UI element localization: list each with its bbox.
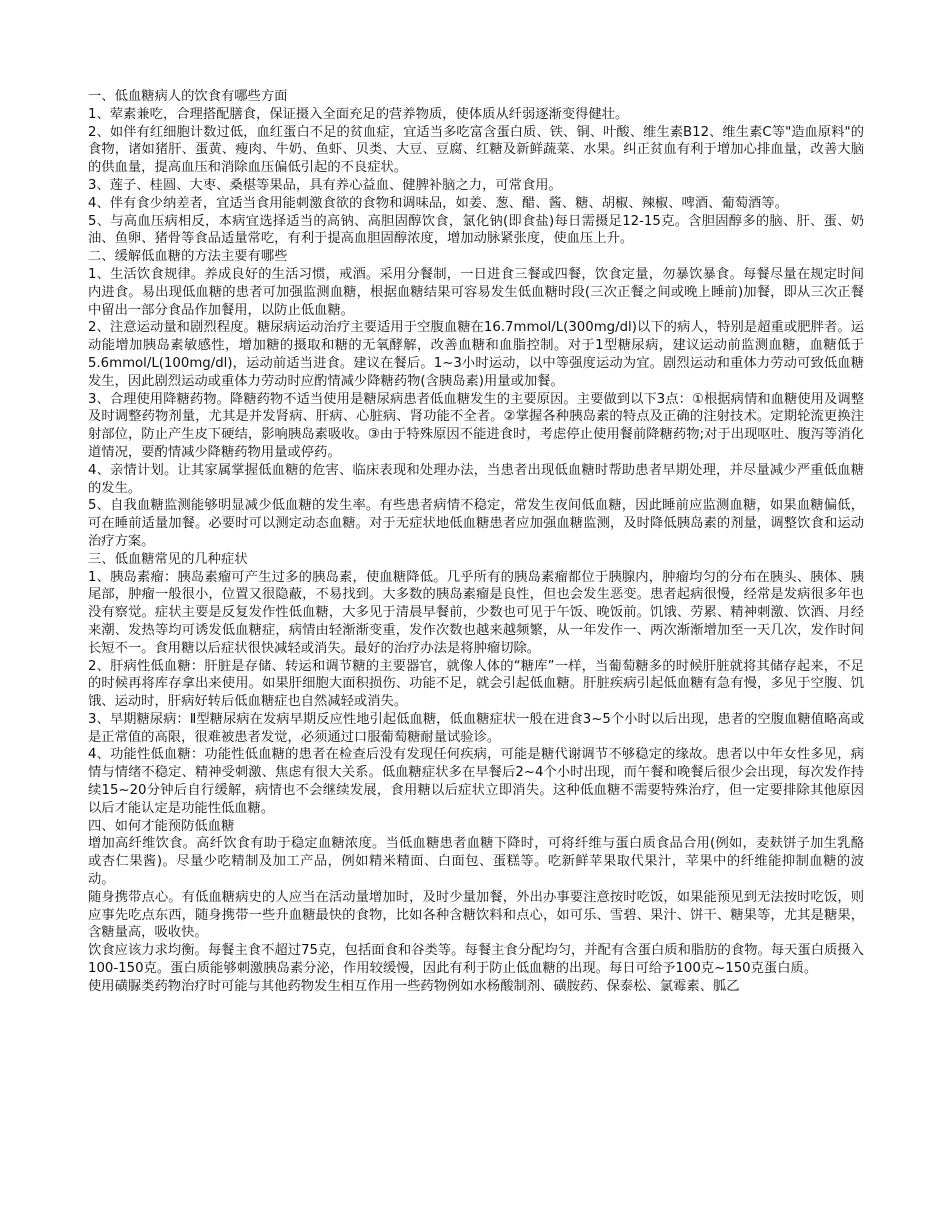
- paragraph: 随身携带点心。有低血糖病史的人应当在活动量增加时，及时少量加餐，外出办事要注意按时吃饭，如果能预见到无法按时吃饭，则应事先吃点东西，随身携带一些升血糖最快的食物，比如各种含糖饮料和点心，如可乐、雪碧、果汁、饼干、糖果等，尤其是糖果，含糖量高，吸收快。: [88, 889, 864, 941]
- document-body: [88, 88, 864, 996]
- section-heading: 一、低血糖病人的饮食有哪些方面: [88, 89, 288, 104]
- paragraph: 2、如伴有红细胞计数过低，血红蛋白不足的贫血症，宜适当多吃富含蛋白质、铁、铜、叶酸、维生素B12、维生素C等"造血原料"的食物，诸如猪肝、蛋黄、瘦肉、牛奶、鱼虾、贝类、大豆、豆腐、红糖及新鲜蔬菜、水果。纠正贫血有利于增加心排血量，改善大脑的供血量，提高血压和消除血压偏低引起的不良症状。: [88, 124, 864, 176]
- paragraph: 1、荤素兼吃，合理搭配膳食，保证摄入全面充足的营养物质，使体质从纤弱逐渐变得健壮。: [88, 106, 629, 122]
- section-heading: 二、缓解低血糖的方法主要有哪些: [88, 249, 288, 265]
- paragraph: 4、功能性低血糖：功能性低血糖的患者在检查后没有发现任何疾病，可能是糖代谢调节不够稳定的缘故。患者以中年女性多见，病情与情绪不稳定、精神受刺激、焦虑有很大关系。低血糖症状多在早餐后2~4个小时出现，而午餐和晚餐后很少会出现，每次发作持续15~20分钟后自行缓解，病情也不会继续发展，食用糖以后症状立即消失。这种低血糖不需要特殊治疗，但一定要排除其他原因以后才能认定是功能性低血糖。: [88, 747, 864, 816]
- paragraph: 2、肝病性低血糖：肝脏是存储、转运和调节糖的主要器官，就像人体的“糖库”一样，当葡萄糖多的时候肝脏就将其储存起来，不足的时候再将库存拿出来使用。如果肝细胞大面积损伤、功能不足，就会引起低血糖。肝脏疾病引起低血糖有急有慢，多见于空腹、饥饿、运动时，肝病好转后低血糖症也自然减轻或消失。: [88, 658, 864, 710]
- paragraph: 5、自我血糖监测能够明显减少低血糖的发生率。有些患者病情不稳定，常发生夜间低血糖，因此睡前应监测血糖，如果血糖偏低，可在睡前适量加餐。必要时可以测定动态血糖。对于无症状地低血糖患者应加强血糖监测，及时降低胰岛素的剂量，调整饮食和运动治疗方案。: [88, 498, 864, 549]
- paragraph: 3、合理使用降糖药物。降糖药物不适当使用是糖尿病患者低血糖发生的主要原因。主要做到以下3点：①根据病情和血糖使用及调整及时调整药物剂量，尤其是并发肾病、肝病、心脏病、肾功能不全者。②掌握各种胰岛素的特点及正确的注射技术。定期轮流更换注射部位，防止产生皮下硬结，影响胰岛素吸收。③由于特殊原因不能进食时，考虑停止使用餐前降糖药物;对于出现呕吐、腹泻等消化道情况，要酌情减少降糖药物用量或停药。: [88, 391, 864, 460]
- paragraph: 饮食应该力求均衡。每餐主食不超过75克，包括面食和谷类等。每餐主食分配均匀，并配有含蛋白质和脂肪的食物。每天蛋白质摄入100-150克。蛋白质能够刺激胰岛素分泌，作用较缓慢，因此有利于防止低血糖的出现。每日可给予100克~150克蛋白质。: [88, 943, 864, 977]
- paragraph: 3、莲子、桂圆、大枣、桑椹等果品，具有养心益血、健脾补脑之力，可常食用。: [88, 177, 562, 193]
- paragraph: 5、与高血压病相反，本病宜选择适当的高钠、高胆固醇饮食，氯化钠(即食盐)每日需摄足12-15克。含胆固醇多的脑、肝、蛋、奶油、鱼卵、猪骨等食品适量常吃，有利于提高血胆固醇浓度，增加动脉紧张度，使血压上升。: [88, 213, 864, 247]
- section-heading: 四、如何才能预防低血糖: [88, 818, 235, 834]
- paragraph: 使用磺脲类药物治疗时可能与其他药物发生相互作用一些药物例如水杨酸制剂、磺胺药、保泰松、氯霉素、胍乙: [88, 978, 740, 994]
- paragraph: 1、生活饮食规律。养成良好的生活习惯，戒酒。采用分餐制，一日进食三餐或四餐，饮食定量，勿暴饮暴食。每餐尽量在规定时间内进食。易出现低血糖的患者可加强监测血糖，根据血糖结果可容易发生低血糖时段(三次正餐之间或晚上睡前)加餐，即从三次正餐中留出一部分食品作加餐用，以防止低血糖。: [88, 266, 864, 318]
- paragraph: 4、伴有食少纳差者，宜适当食用能刺激食欲的食物和调味品，如姜、葱、醋、酱、糖、胡椒、辣椒、啤酒、葡萄酒等。: [88, 195, 788, 211]
- paragraph: 1、胰岛素瘤：胰岛素瘤可产生过多的胰岛素，使血糖降低。几乎所有的胰岛素瘤都位于胰腺内，肿瘤均匀的分布在胰头、胰体、胰尾部，肿瘤一般很小，位置又很隐蔽，不易找到。大多数的胰岛素瘤是良性，但也会发生恶变。患者起病很慢，经常是发病很多年也没有察觉。症状主要是反复发作性低血糖，大多见于清晨早餐前，少数也可见于午饭、晚饭前。饥饿、劳累、精神刺激、饮酒、月经来潮、发热等均可诱发低血糖症，病情由轻渐渐变重，发作次数也越来越频繁，从一年发作一、两次渐渐增加至一天几次，发作时间长短不一。食用糖以后症状很快减轻或消失。最好的治疗办法是将肿瘤切除。: [88, 569, 864, 656]
- paragraph: 3、早期糖尿病：Ⅱ型糖尿病在发病早期反应性地引起低血糖，低血糖症状一般在进食3~5个小时以后出现，患者的空腹血糖值略高或是正常值的高限，很难被患者发觉，必须通过口服葡萄糖耐量试验诊。: [88, 711, 864, 745]
- paragraph: 增加高纤维饮食。高纤饮食有助于稳定血糖浓度。当低血糖患者血糖下降时，可将纤维与蛋白质食品合用(例如，麦麸饼子加生乳酪或杏仁果酱)。尽量少吃精制及加工产品，例如精米精面、白面包、蛋糕等。吃新鲜苹果取代果汁，苹果中的纤维能抑制血糖的波动。: [88, 836, 864, 888]
- paragraph: 4、亲情计划。让其家属掌握低血糖的危害、临床表现和处理办法，当患者出现低血糖时帮助患者早期处理，并尽量减少严重低血糖的发生。: [88, 462, 864, 496]
- section-heading: 三、低血糖常见的几种症状: [88, 551, 248, 567]
- paragraph: 2、注意运动量和剧烈程度。糖尿病运动治疗主要适用于空腹血糖在16.7mmol/L(300mg/dl)以下的病人，特别是超重或肥胖者。运动能增加胰岛素敏感性，增加糖的摄取和糖的无氧酵解，改善血糖和血脂控制。对于1型糖尿病，建议运动前监测血糖，血糖低于5.6mmol/L(100mg/dl)，运动前适当进食。建议在餐后。1~3小时运动，以中等强度运动为宜。剧烈运动和重体力劳动可致低血糖发生，因此剧烈运动或重体力劳动时应酌情减少降糖药物(含胰岛素)用量或加餐。: [88, 320, 864, 389]
